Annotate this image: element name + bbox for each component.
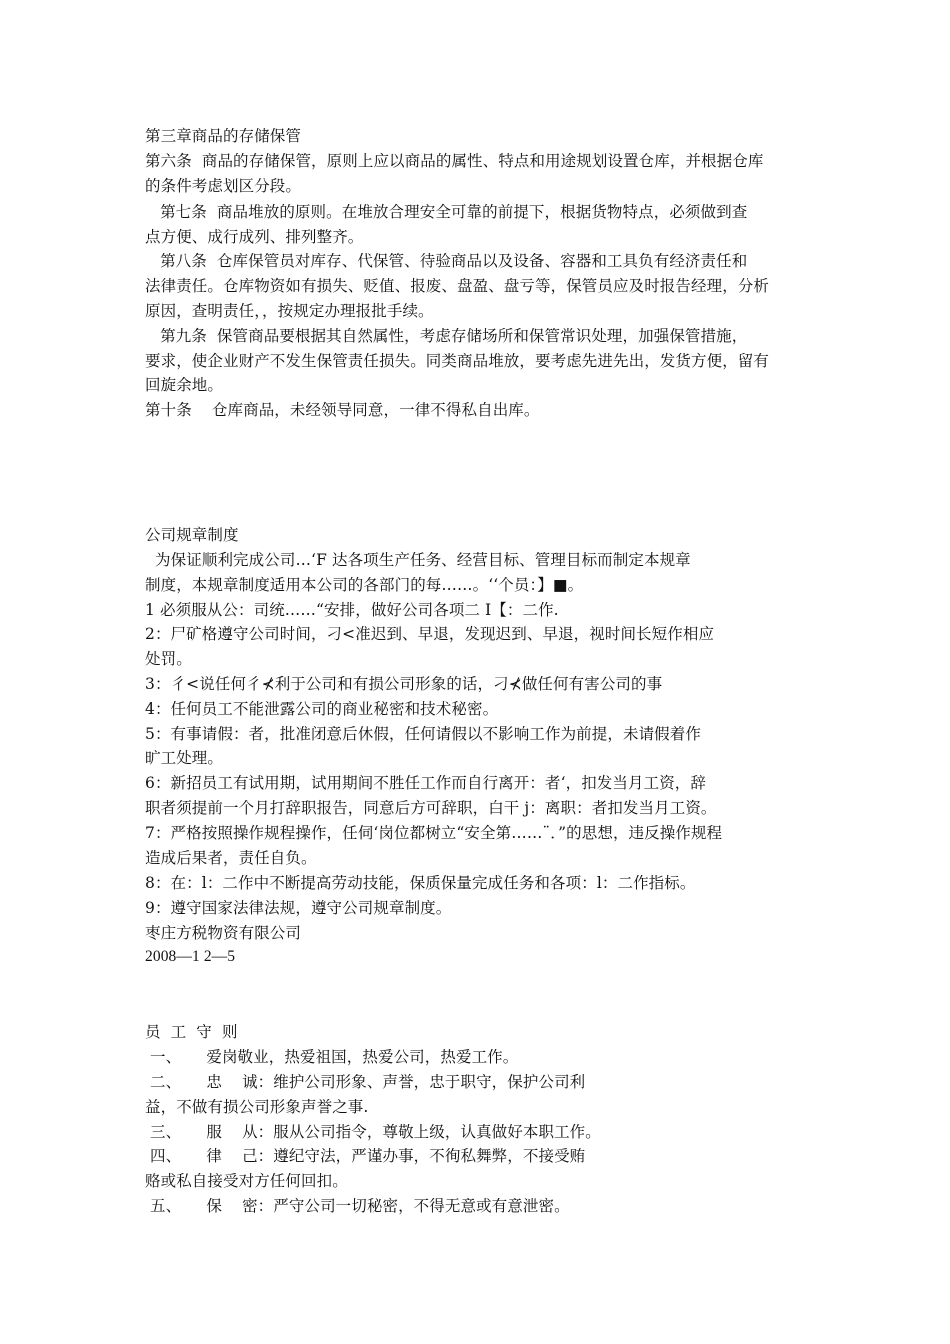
paragraph-line: 回旋余地。: [145, 376, 224, 394]
section-title: 公司规章制度: [145, 526, 239, 544]
rule-item: 2：尸矿格遵守公司时间，刁<准迟到、早退，发现迟到、早退，视时间长短作相应: [145, 625, 715, 643]
paragraph-line: 第八条 仓库保管员对库存、代保管、待验商品以及设备、容器和工具负有经济责任和: [145, 252, 748, 270]
code-item: 二、 忠 诚：维护公司形象、声誉，忠于职守，保护公司利: [145, 1073, 586, 1091]
rule-item: 旷工处理。: [145, 749, 224, 767]
rule-item: 职者须提前一个月打辞职报告，同意后方可辞职，白干 j：离职：者扣发当月工资。: [145, 799, 717, 817]
paragraph-line: 第九条 保管商品要根据其自然属性，考虑存储场所和保管常识处理，加强保管措施，: [145, 327, 748, 345]
paragraph-line: 点方便、成行成列、排列整齐。: [145, 228, 364, 246]
paragraph-line: 为保证顺利完成公司…‘F 达各项生产任务、经营目标、管理目标而制定本规章: [145, 551, 691, 569]
paragraph-line: 的条件考虑划区分段。: [145, 177, 302, 195]
company-name: 枣庄方税物资有限公司: [145, 924, 302, 942]
section-title: 员 工 守 则: [145, 1023, 238, 1041]
paragraph-line: 制度，本规章制度适用本公司的各部门的每……。‘‘个员：】■。: [145, 576, 584, 594]
code-item: 赂或私自接受对方任何回扣。: [145, 1172, 348, 1190]
rule-item: 3：彳<说任何彳⊀利于公司和有损公司形象的话，刁⊀做任何有害公司的事: [145, 675, 663, 693]
rule-item: 5：有事请假：者，批准闭意后休假，任何请假以不影响工作为前提，未请假着作: [145, 725, 701, 743]
document-date: 2008—1 2—5: [145, 948, 236, 965]
rule-item: 1 必须服从公：司统……“安排，做好公司各项二 I【：二作.: [145, 601, 559, 619]
code-item: 四、 律 己：遵纪守法，严谨办事，不徇私舞弊，不接受贿: [145, 1147, 586, 1165]
paragraph-line: 要求，使企业财产不发生保管责任损失。同类商品堆放，要考虑先进先出，发货方便，留有: [145, 352, 770, 370]
code-item: 益，不做有损公司形象声誉之事.: [145, 1098, 369, 1116]
code-item: 一、 爱岗敬业，热爱祖国，热爱公司，热爱工作。: [145, 1048, 519, 1066]
code-item: 三、 服 从：服从公司指令，尊敬上级，认真做好本职工作。: [145, 1123, 601, 1141]
paragraph-line: 第六条 商品的存储保管，原则上应以商品的属性、特点和用途规划设置仓库，并根据仓库: [145, 152, 764, 170]
rule-item: 7：严格按照操作规程操作，任伺‘岗位都树立“安全第……¨．”的思想，违反操作规程: [145, 824, 723, 842]
paragraph-line: 法律责任。仓库物资如有损失、贬值、报废、盘盈、盘亏等，保管员应及时报告经理，分析: [145, 277, 770, 295]
code-item: 五、 保 密：严守公司一切秘密，不得无意或有意泄密。: [145, 1197, 570, 1215]
paragraph-line: 原因，查明责任，，按规定办理报批手续。: [145, 302, 434, 320]
rule-item: 造成后果者，责任自负。: [145, 849, 317, 867]
paragraph-line: 第十条 仓库商品，未经领导同意，一律不得私自出库。: [145, 401, 540, 419]
rule-item: 处罚。: [145, 650, 192, 668]
paragraph-line: 第七条 商品堆放的原则。在堆放合理安全可靠的前提下，根据货物特点，必须做到查: [145, 203, 748, 221]
rule-item: 9：遵守国家法律法规，遵守公司规章制度。: [145, 899, 452, 917]
chapter-title: 第三章商品的存储保管: [145, 127, 302, 145]
rule-item: 6：新招员工有试用期，试用期间不胜任工作而自行离开：者‘，扣发当月工资，辞: [145, 774, 706, 792]
rule-item: 8：在：l：二作中不断提高劳动技能，保质保量完成任务和各项：l：二作指标。: [145, 874, 696, 892]
rule-item: 4：任何员工不能泄露公司的商业秘密和技术秘密。: [145, 700, 499, 718]
